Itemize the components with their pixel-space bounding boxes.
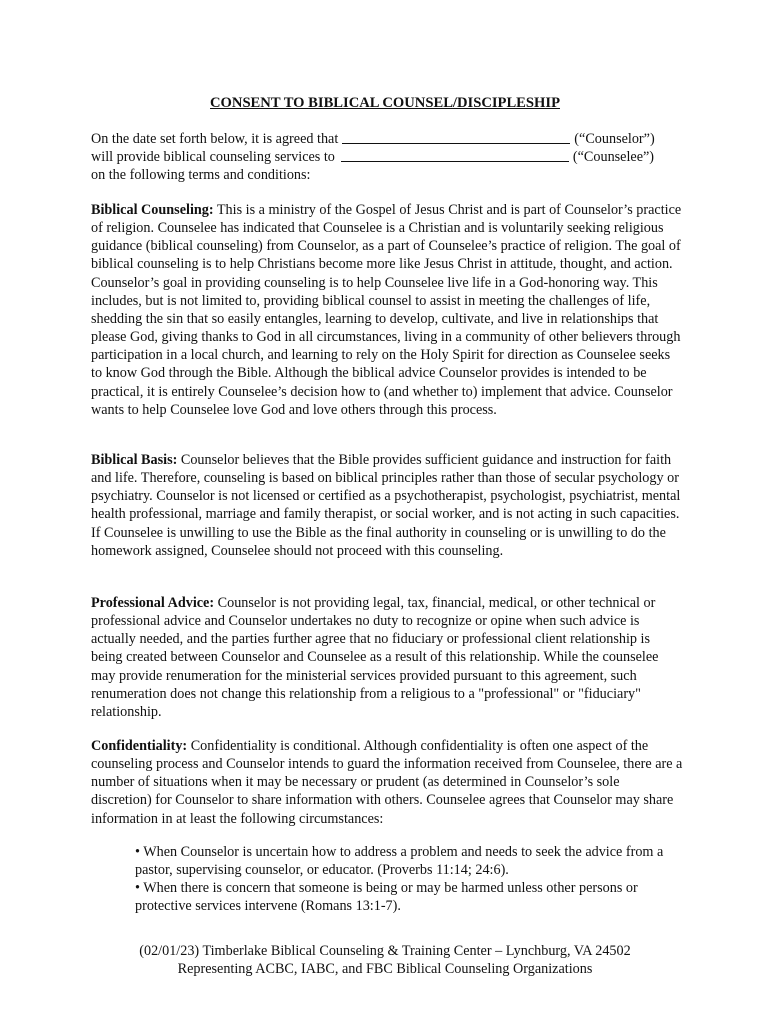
section-heading: Biblical Basis: [91, 452, 178, 468]
section-text: Confidentiality is conditional. Although confidentiality is often one aspect of the counseling process and Counselor intends to guard the information received from Counselee, there are a number of situations when it may be necessary or prudent (as determined in Counselor’s sole discretion) for Counselor to share information with others. Counselee agrees that Counselor may share information in at least the following circumstances: [91, 738, 683, 827]
intro-line-2-suffix: (“Counselee”) [572, 149, 655, 166]
intro-line-1-suffix: (“Counselor”) [574, 131, 655, 147]
section-heading: Professional Advice: [91, 595, 215, 611]
intro-line-3: on the following terms and conditions: [91, 167, 311, 184]
document-title: CONSENT TO BIBLICAL COUNSEL/DISCIPLESHIP [210, 95, 560, 111]
bullet-item: • When there is concern that someone is being or may be harmed unless other persons or protective services intervene (Romans 13:1-7). [135, 880, 638, 915]
section-biblical-basis [91, 451, 683, 560]
section-professional-advice [91, 594, 683, 721]
section-text: Counselor believes that the Bible provides sufficient guidance and instruction for faith and life. Therefore, counseling is based on biblical principles rather than those of secular psychology or psychiatry. Counselor is not licensed or certified as a psychotherapist, psychologist, psychiatrist, mental health professional, marriage and family therapist, or social worker, and is not acting in such capacities. If Counselee is unwilling to use the Bible as the final authority in counseling or is unwilling to do the homework assigned, Counselee should not proceed with this counseling. [91, 452, 681, 559]
section-confidentiality [91, 737, 683, 828]
counselor-name-field[interactable] [342, 130, 570, 144]
counselee-name-field[interactable] [341, 148, 569, 162]
page-footer [0, 942, 770, 978]
intro-line-1-prefix: On the date set forth below, it is agreed that [91, 131, 339, 147]
footer-line-2: Representing ACBC, IABC, and FBC Biblical Counseling Organizations [177, 961, 593, 978]
intro-block [91, 130, 691, 184]
section-biblical-counseling [91, 201, 683, 419]
intro-line-2-prefix: will provide biblical counseling services to [91, 149, 335, 166]
section-text: This is a ministry of the Gospel of Jesus Christ and is part of Counselor’s practice of religion. Counselee has indicated that Counselee is a Christian and is voluntarily seeking religious guidance (biblical counseling) from Counselor, as a part of Counselee’s practice of religion. The goal of biblical counseling is to help Christians become more like Jesus Christ in attitude, thought, and action. Counselor’s goal in providing counseling is to help Counselee live life in a God-honoring way. This includes, but is not limited to, providing biblical counsel to assist in meeting the challenges of life, shedding the sin that so easily entangles, learning to develop, cultivate, and live in relationships that please God, giving thanks to God in all circumstances, living in a community of other believers through participation in a local church, and learning to rely on the Holy Spirit for direction as Counselee seeks to know God through the Bible. Although the biblical advice Counselor provides is intended to be practical, it is entirely Counselee’s decision how to (and whether to) implement that advice. Counselor wants to help Counselee love God and love others through this process. [91, 202, 682, 418]
section-text: Counselor is not providing legal, tax, financial, medical, or other technical or professional advice and Counselor undertakes no duty to recognize or opine when such advice is actually needed, and the parties further agree that no fiduciary or professional client relationship is being created between Counselor and Counselee as a result of this relationship. While the counselee may provide renumeration for the ministerial services provided pursuant to this agreement, such renumeration does not change this relationship from a religious to a "professional" or "fiduciary" relationship. [91, 595, 659, 720]
intro-line-1 [91, 130, 691, 148]
confidentiality-bullet-list [135, 843, 695, 915]
section-heading: Confidentiality: [91, 738, 188, 754]
bullet-item: • When Counselor is uncertain how to address a problem and needs to seek the advice from a pastor, supervising counselor, or educator. (Proverbs 11:14; 24:6). [135, 844, 664, 879]
footer-line-1: (02/01/23) Timberlake Biblical Counseling & Training Center – Lynchburg, VA 24502 [139, 943, 631, 959]
section-heading: Biblical Counseling: [91, 202, 214, 218]
intro-line-2 [91, 148, 691, 166]
